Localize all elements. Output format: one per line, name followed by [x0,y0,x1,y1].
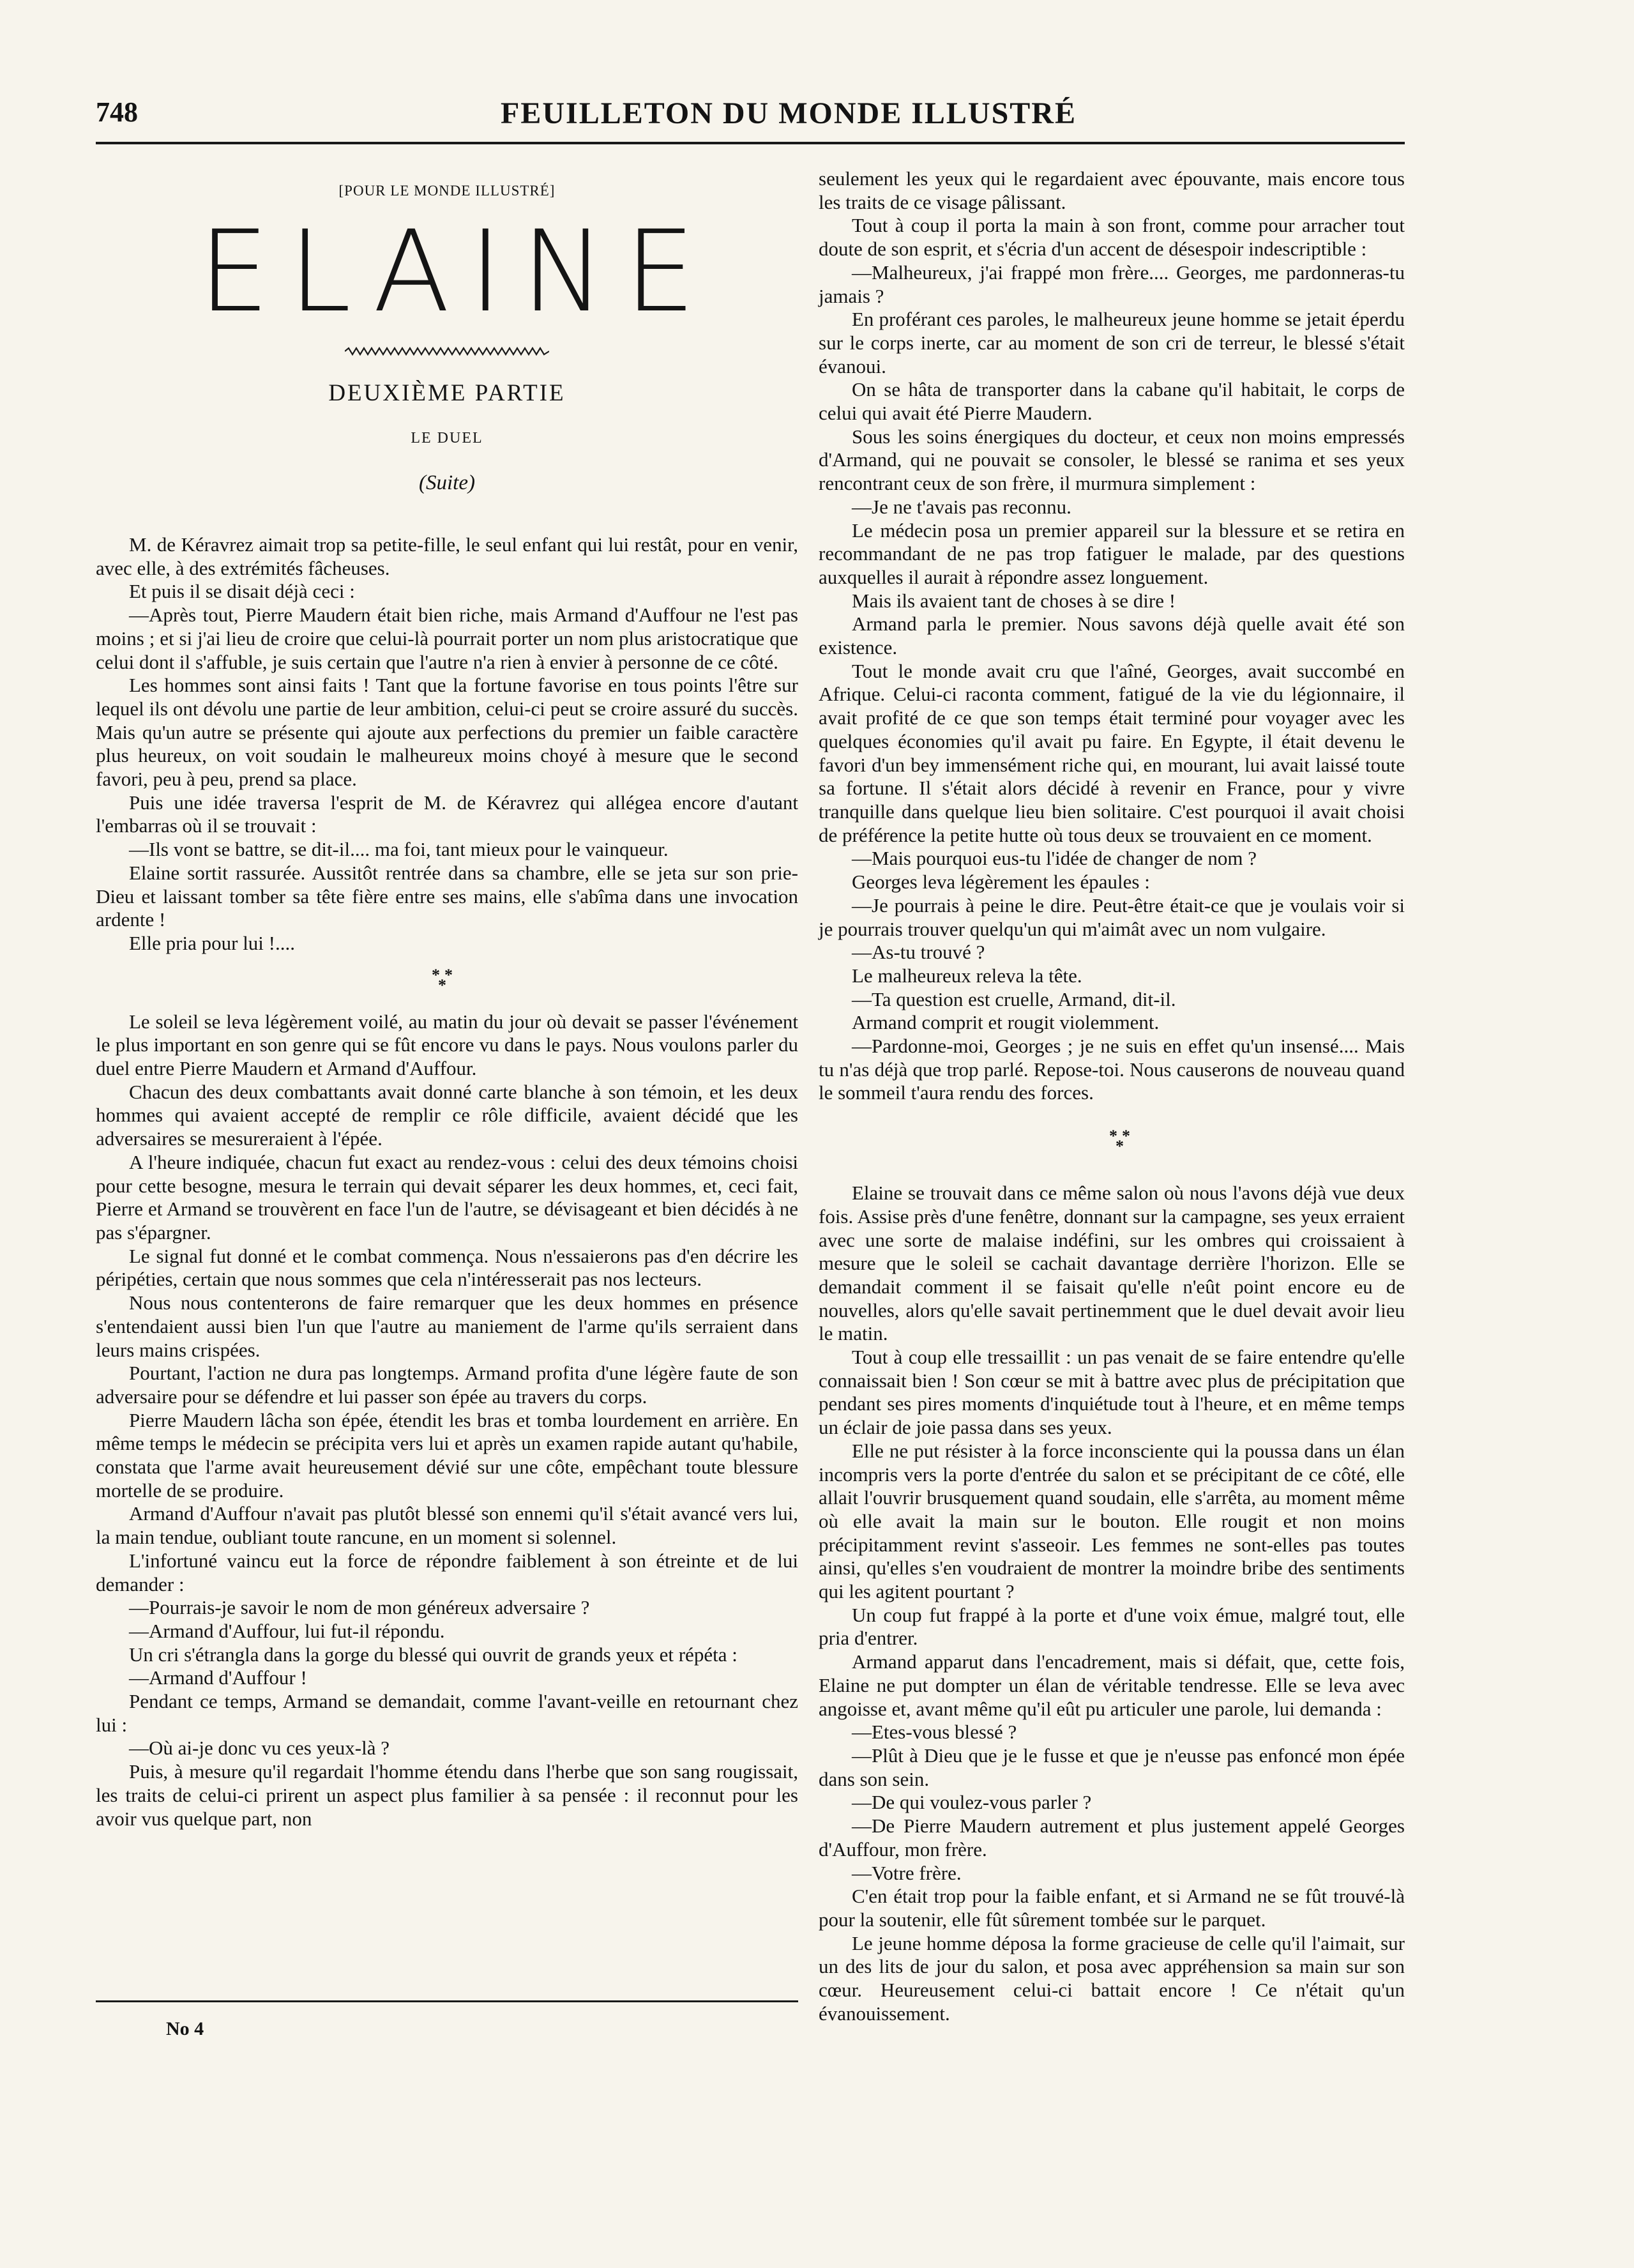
paragraph: —De qui voulez-vous parler ? [852,1791,1092,1814]
paragraph: —De Pierre Maudern autrement et plus justement appelé Georges d'Auffour, mon frère. [819,1815,1405,1861]
paragraph: —Mais pourquoi eus-tu l'idée de changer de nom ? [852,847,1257,870]
paragraph: Sous les soins énergiques du docteur, et ceux non moins empressés d'Armand, qui ne pouvait se consoler, le blessé se ranima et ses yeux rencontrant ceux de son frère, il murmura simplement : [819,425,1405,495]
paragraph: —As-tu trouvé ? [852,941,985,964]
paragraph: —Pourrais-je savoir le nom de mon généreux adversaire ? [129,1596,590,1619]
paragraph: En proférant ces paroles, le malheureux jeune homme se jetait éperdu sur le corps inerte, car au moment de son cri de terreur, le blessé s'était évanoui. [819,308,1405,377]
suite-label: (Suite) [419,471,475,494]
paragraph: —Pardonne-moi, Georges ; je ne suis en effet qu'un insensé.... Mais tu n'as déjà que trop parlé. Repose-toi. Nous causerons de nouveau quand le sommeil t'aura rendu des forces. [819,1035,1405,1104]
paragraph: seulement les yeux qui le regardaient avec épouvante, mais encore tous les traits de ce visage pâlissant. [819,167,1405,213]
paragraph: Le médecin posa un premier appareil sur la blessure et se retira en recommandant de ne pas trop fatiguer le malade, par des questions auxquelles il aurait à répondre assez longuement. [819,519,1405,588]
paragraph: —Après tout, Pierre Maudern était bien riche, mais Armand d'Auffour ne l'est pas moins ; et si j'ai lieu de croire que celui-là pourrait porter un nom plus aristocratique que celui dont il s'affuble, je suis certain que l'autre n'a rien à envier à personne de ce côté. [96,604,798,673]
paragraph: Et puis il se disait déjà ceci : [129,580,355,603]
paragraph: Les hommes sont ainsi faits ! Tant que la fortune favorise en tous points l'être sur lequel ils ont dévolu une partie de leur ambition, celui-ci peut se croire assuré du succès. Mais qu'un autre se présente qui ajoute aux perfections du premier un faible caractère plus heureux, on voit soudain le malheureux moins choyé à mesure que le second favori, peu à peu, prend sa place. [96,674,798,791]
paragraph: Armand comprit et rougit violemment. [852,1011,1160,1034]
running-title: FEUILLETON DU MONDE ILLUSTRÉ [501,96,1077,130]
page-number: 748 [96,96,138,128]
paragraph: Un coup fut frappé à la porte et d'une voix émue, malgré tout, elle pria d'entrer. [819,1603,1405,1650]
part-title: DEUXIÈME PARTIE [328,380,566,406]
story-title: ELAINE [198,206,715,337]
footer-rule [96,2000,798,2002]
paragraph: —Malheureux, j'ai frappé mon frère.... Georges, me pardonneras-tu jamais ? [819,261,1405,307]
credit-line: [POUR LE MONDE ILLUSTRÉ] [338,183,556,199]
paragraph: Mais ils avaient tant de choses à se dire ! [852,589,1176,612]
paragraph: Tout à coup il porta la main à son front, comme pour arracher tout doute de son esprit, et s'écria d'un accent de désespoir indescriptible : [819,214,1405,261]
paragraph: Elaine sortit rassurée. Aussitôt rentrée dans sa chambre, elle se jeta sur son prie-Dieu et laissant tomber sa tête fière entre ses mains, elle s'abîma dans une invocation ardente ! [96,861,798,931]
paragraph: —Je pourrais à peine le dire. Peut-être était-ce que je voulais voir si je pourrais trouver quelqu'un qui m'aimât avec un nom vulgaire. [819,894,1405,940]
paragraph: Puis une idée traversa l'esprit de M. de Kéravrez qui allégea encore d'autant l'embarras où il se trouvait : [96,791,798,837]
paragraph: Le signal fut donné et le combat commença. Nous n'essaierons pas d'en décrire les péripéties, certain que nous sommes que cela n'intéresserait pas nos lecteurs. [96,1244,798,1291]
paragraph: Chacun des deux combattants avait donné carte blanche à son témoin, et les deux hommes qui avaient accepté de remplir ce rôle difficile, avaient décidé que les adversaires se mesureraient à l'épée. [96,1080,798,1150]
chapter-title: LE DUEL [411,430,483,446]
flourish-ornament [345,346,549,356]
paragraph: —Où ai-je donc vu ces yeux-là ? [129,1737,390,1760]
paragraph: Pendant ce temps, Armand se demandait, comme l'avant-veille en retournant chez lui : [96,1690,798,1736]
paragraph: —Plût à Dieu que je le fusse et que je n'eusse pas enfoncé mon épée dans son sein. [819,1744,1405,1790]
paragraph: Tout le monde avait cru que l'aîné, Georges, avait succombé en Afrique. Celui-ci raconta comment, fatigué de la vie du légionnaire, il avait profité de ce que son temps était terminé pour voyager avec les quelques économies qu'il avait pu faire. En Egypte, il était devenu le favori d'un bey immensément riche qui, en mourant, lui avait laissé toute sa fortune. Il s'était alors décidé à revenir en France, pour y vivre tranquille dans quelque lieu bien solitaire. C'est pourquoi il avait choisi de préférence la petite hutte où tous deux se trouvaient en ce moment. [819,659,1405,846]
paragraph: —Votre frère. [852,1861,962,1884]
paragraph: L'infortuné vaincu eut la force de répondre faiblement à son étreinte et de lui demander : [96,1549,798,1595]
paragraph: Puis, à mesure qu'il regardait l'homme étendu dans l'herbe que son sang rougissait, les traits de celui-ci prirent un aspect plus familier à sa pensée : il reconnut pour les avoir vus quelque part, non [96,1760,798,1830]
paragraph: Georges leva légèrement les épaules : [852,871,1150,894]
issue-number: No 4 [166,2018,204,2039]
paragraph: Le soleil se leva légèrement voilé, au matin du jour où devait se passer l'événement le plus important en son genre qui se fût encore vu dans le pays. Nous voulons parler du duel entre Pierre Maudern et Armand d'Auffour. [96,1010,798,1080]
paragraph: C'en était trop pour la faible enfant, et si Armand ne se fût trouvé-là pour la soutenir, elle fût sûrement tombée sur le parquet. [819,1885,1405,1931]
paragraph: M. de Kéravrez aimait trop sa petite-fille, le seul enfant qui lui restât, pour en venir, avec elle, à des extrémités fâcheuses. [96,533,798,579]
paragraph: Armand parla le premier. Nous savons déjà quelle avait été son existence. [819,613,1405,659]
paragraph: —Ils vont se battre, se dit-il.... ma foi, tant mieux pour le vainqueur. [129,838,669,861]
paragraph: Elle ne put résister à la force inconsciente qui la poussa dans un élan incompris vers la porte d'entrée du salon et se précipitant de ce côté, elle allait l'ouvrir brusquement quand soudain, elle s'arrêta, au moment même où elle avait la main sur le bouton. Elle rougit et non moins précipitamment revint s'asseoir. Les femmes ne sont-elles pas toutes ainsi, qu'elles s'en voudraient de montrer la moindre bribe des sentiments qui les agitent pourtant ? [819,1439,1405,1603]
paragraph: —Ta question est cruelle, Armand, dit-il. [852,987,1176,1010]
paragraph: —Armand d'Auffour, lui fut-il répondu. [129,1619,445,1642]
left-column [96,167,798,1830]
paragraph: Elaine se trouvait dans ce même salon où nous l'avons déjà vue deux fois. Assise près d'une fenêtre, donnant sur la campagne, ses yeux erraient avec une sorte de malaise indéfini, sur les ombres qui croissaient à mesure que le soleil se cachait davantage derrière l'horizon. Elle se demandait comment il se faisait qu'elle n'eût point encore eu de nouvelles, alors qu'elle savait pertinemment que le duel devait avoir lieu le matin. [819,1182,1405,1345]
section-break-ornament: * * * [1109,1127,1130,1156]
paragraph: On se hâta de transporter dans la cabane qu'il habitait, le corps de celui qui avait été Pierre Maudern. [819,378,1405,425]
paragraph: —Armand d'Auffour ! [129,1666,307,1689]
right-column [819,167,1405,2025]
paragraph: —Je ne t'avais pas reconnu. [852,495,1071,518]
paragraph: Nous nous contenterons de faire remarquer que les deux hommes en présence s'entendaient aussi bien l'un que l'autre au maniement de l'arme qu'ils serraient dans leurs mains crispées. [96,1291,798,1361]
section-break-ornament: * * * [432,965,453,994]
title-block [96,183,798,495]
paragraph: Armand d'Auffour n'avait pas plutôt blessé son ennemi qu'il s'était avancé vers lui, la main tendue, oubliant toute rancune, en un moment si solennel. [96,1502,798,1549]
paragraph: Un cri s'étrangla dans la gorge du blessé qui ouvrit de grands yeux et répéta : [129,1643,738,1666]
paragraph: Elle pria pour lui !.... [129,931,295,954]
paragraph: Pourtant, l'action ne dura pas longtemps. Armand profita d'une légère faute de son adversaire pour se défendre et lui passer son épée au travers du corps. [96,1362,798,1408]
paragraph: Armand apparut dans l'encadrement, mais si défait, que, cette fois, Elaine ne put dompter un élan de véritable tendresse. Elle se leva avec angoisse et, avant même qu'il eût pu articuler une parole, lui demanda : [819,1650,1405,1720]
paragraph: Tout à coup elle tressaillit : un pas venait de se faire entendre qu'elle connaissait bien ! Son cœur se mit à battre avec plus de précipitation que pendant ses pires moments d'inquiétude tout à l'heure, et en même temps un éclair de joie passa dans ses yeux. [819,1346,1405,1439]
paragraph: Le malheureux releva la tête. [852,964,1082,987]
page-header [96,96,1405,138]
paragraph: —Etes-vous blessé ? [852,1721,1017,1744]
paragraph: Le jeune homme déposa la forme gracieuse de celle qu'il l'aimait, sur un des lits de jour du salon, et posa avec appréhension sa main sur son cœur. Heureusement celui-ci battait encore ! Ce n'était qu'un évanouissement. [819,1931,1405,2025]
paragraph: A l'heure indiquée, chacun fut exact au rendez-vous : celui des deux témoins choisi pour cette besogne, mesura le terrain qui devait séparer les deux hommes, et, ceci fait, Pierre et Armand se trouvèrent en face l'un de l'autre, se dévisageant et bien décidés à ne pas s'épargner. [96,1150,798,1244]
header-rule [96,142,1405,144]
paragraph: Pierre Maudern lâcha son épée, étendit les bras et tomba lourdement en arrière. En même temps le médecin se précipita vers lui et après un examen rapide autant qu'habile, constata que l'arme avait heureusement dévié sur une côte, empêchant toute blessure mortelle de se produire. [96,1408,798,1502]
